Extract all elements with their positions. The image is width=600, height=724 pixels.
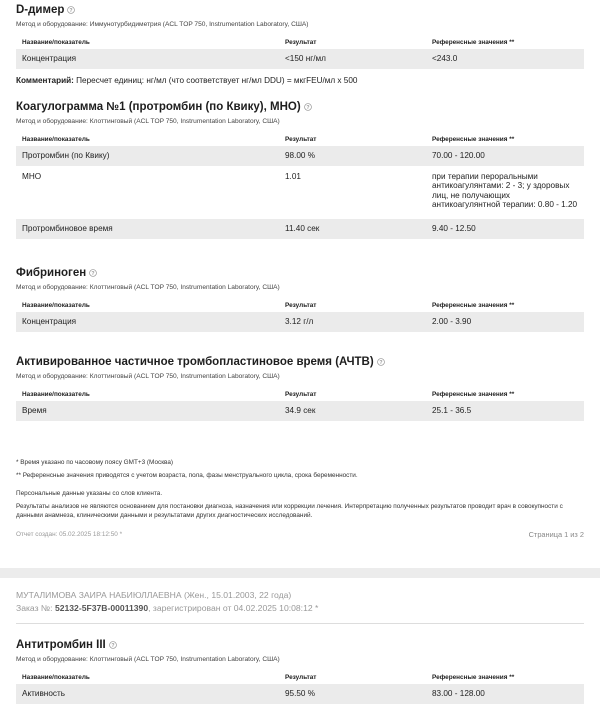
row-name: Концентрация: [22, 54, 77, 63]
footnote-time: * Время указано по часовому поясу GMT+3 (Москва): [16, 459, 174, 467]
svg-text:?: ?: [111, 642, 115, 649]
order-info: [16, 603, 584, 613]
section-aptt: [0, 332, 600, 421]
section-antithrombin: [0, 624, 600, 704]
footnote-personal: Персональные данные указаны со слов клиента.: [16, 490, 163, 498]
patient-info: МУТАЛИМОВА ЗАИРА НАБИЮЛЛАЕВНА (Жен., 15.01.2003, 22 года): [16, 590, 292, 600]
header-ref: Референсные значения **: [432, 674, 515, 681]
method-text: Метод и оборудование: Клоттинговый (ACL TOP 750, Instrumentation Laboratory, США): [16, 656, 280, 663]
section-title: [16, 356, 584, 368]
section-title: [16, 101, 584, 113]
table-row: [16, 311, 584, 332]
table-row: [16, 683, 584, 704]
help-icon[interactable]: [109, 641, 117, 649]
header-name: Название/показатель: [22, 674, 90, 681]
section-title-text: Фибриноген: [16, 267, 87, 280]
footnote-ref: ** Референсные значения приводятся с учетом возраста, пола, фазы менструального цикла, срока беременности.: [16, 472, 358, 480]
row-name: Протромбиновое время: [22, 224, 113, 234]
row-name: Протромбин (по Квику): [22, 151, 110, 160]
comment: [16, 76, 584, 85]
header-ref: Референсные значения **: [432, 302, 515, 310]
row-name: Концентрация: [22, 317, 77, 327]
results-table: [16, 298, 584, 332]
method-text: Метод и оборудование: Клоттинговый (ACL TOP 750, Instrumentation Laboratory, США): [16, 118, 280, 125]
section-title-text: Коагулограмма №1 (протромбин (по Квику), МНО): [16, 101, 301, 113]
section-title-text: D-димер: [16, 4, 65, 16]
svg-text:?: ?: [306, 104, 310, 111]
footnote-disclaimer: Результаты анализов не являются основанием для постановки диагноза, назначения или коррекции лечения. Интерпретацию полученных результатов проводит врач в совокупности с данными анамнеза, клиническими данными и результатами других диагностических исследований.: [16, 503, 563, 520]
row-result: 98.00 %: [285, 151, 316, 160]
order-prefix: Заказ №:: [16, 603, 55, 613]
row-result: 11.40 сек: [285, 224, 320, 234]
method-text: Метод и оборудование: Клоттинговый (ACL TOP 750, Instrumentation Laboratory, США): [16, 284, 280, 292]
results-table: [16, 387, 584, 421]
header-name: Название/показатель: [22, 136, 90, 143]
order-number: 52132-5F37B-00011390: [54, 603, 149, 613]
header-name: Название/показатель: [22, 39, 90, 46]
table-header: [16, 387, 584, 400]
header-result: Результат: [285, 39, 317, 46]
table-header: [16, 35, 584, 48]
header-result: Результат: [285, 674, 317, 681]
row-ref: <243.0: [432, 54, 458, 63]
section-title-text: Антитромбин III: [16, 639, 106, 651]
table-header: [16, 670, 584, 683]
header-ref: Референсные значения **: [432, 39, 515, 46]
row-result: 3.12 г/л: [285, 317, 314, 327]
row-result: <150 нг/мл: [285, 54, 326, 63]
svg-text:?: ?: [91, 271, 95, 278]
header-result: Результат: [285, 302, 317, 310]
table-row: [16, 166, 584, 218]
svg-text:?: ?: [69, 7, 74, 14]
table-row: [16, 145, 584, 166]
order-suffix: , зарегистрирован от 04.02.2025 10:08:12 *: [148, 603, 319, 613]
header-result: Результат: [285, 391, 317, 399]
page-footer: [16, 530, 584, 539]
header-ref: Референсные значения **: [432, 136, 515, 143]
section-fibrinogen: [0, 239, 600, 332]
header-result: Результат: [285, 136, 317, 143]
section-title: [16, 267, 584, 279]
report-created: Отчет создан: 05.02.2025 18:12:50 *: [16, 531, 123, 539]
help-icon[interactable]: [304, 103, 312, 111]
section-ddimer: [0, 0, 600, 85]
results-table: [16, 132, 584, 239]
row-result: 1.01: [285, 172, 301, 181]
table-row: [16, 218, 584, 239]
footnotes: [0, 421, 600, 539]
row-ref: 83.00 - 128.00: [432, 689, 485, 698]
table-row: [16, 400, 584, 421]
table-row: [16, 48, 584, 69]
table-header: [16, 132, 584, 145]
row-ref: 9.40 - 12.50: [432, 224, 476, 234]
section-title: [16, 4, 584, 16]
row-name: МНО: [22, 172, 42, 181]
section-title: [16, 639, 584, 651]
row-name: Активность: [22, 689, 65, 698]
table-header: [16, 298, 584, 311]
section-coagulogram: [0, 85, 600, 239]
header-name: Название/показатель: [22, 302, 90, 310]
comment-text: Пересчет единиц: нг/мл (что соответствует нг/мл DDU) = мкгFEU/мл х 500: [73, 76, 358, 85]
row-result: 34.9 сек: [285, 406, 316, 416]
patient-header: [0, 578, 600, 624]
method-text: Метод и оборудование: Иммунотурбидиметрия (ACL TOP 750, Instrumentation Laboratory, США): [16, 21, 309, 28]
help-icon[interactable]: [89, 269, 97, 277]
row-ref: 70.00 - 120.00: [432, 151, 485, 160]
row-ref: при терапии пероральными антикоагулянтами: 2 - 3; у здоровых лиц, не получающих антикоагулянтной терапии: 0.80 - 1.20: [432, 172, 578, 209]
row-ref: 2.00 - 3.90: [432, 317, 472, 327]
results-table: [16, 35, 584, 69]
row-result: 95.50 %: [285, 689, 316, 698]
header-name: Название/показатель: [22, 391, 90, 399]
section-title-text: Активированное частичное тромбопластиновое время (АЧТВ): [16, 356, 374, 369]
row-name: Время: [22, 406, 47, 416]
comment-label: Комментарий:: [16, 76, 74, 85]
svg-text:?: ?: [379, 360, 383, 367]
page-number: Страница 1 из 2: [528, 530, 584, 540]
method-text: Метод и оборудование: Клоттинговый (ACL TOP 750, Instrumentation Laboratory, США): [16, 373, 280, 381]
header-ref: Референсные значения **: [432, 391, 515, 399]
row-ref: 25.1 - 36.5: [432, 406, 472, 416]
help-icon[interactable]: [377, 358, 385, 366]
help-icon[interactable]: [67, 6, 75, 14]
report-page-2: [0, 578, 600, 724]
results-table: [16, 670, 584, 704]
